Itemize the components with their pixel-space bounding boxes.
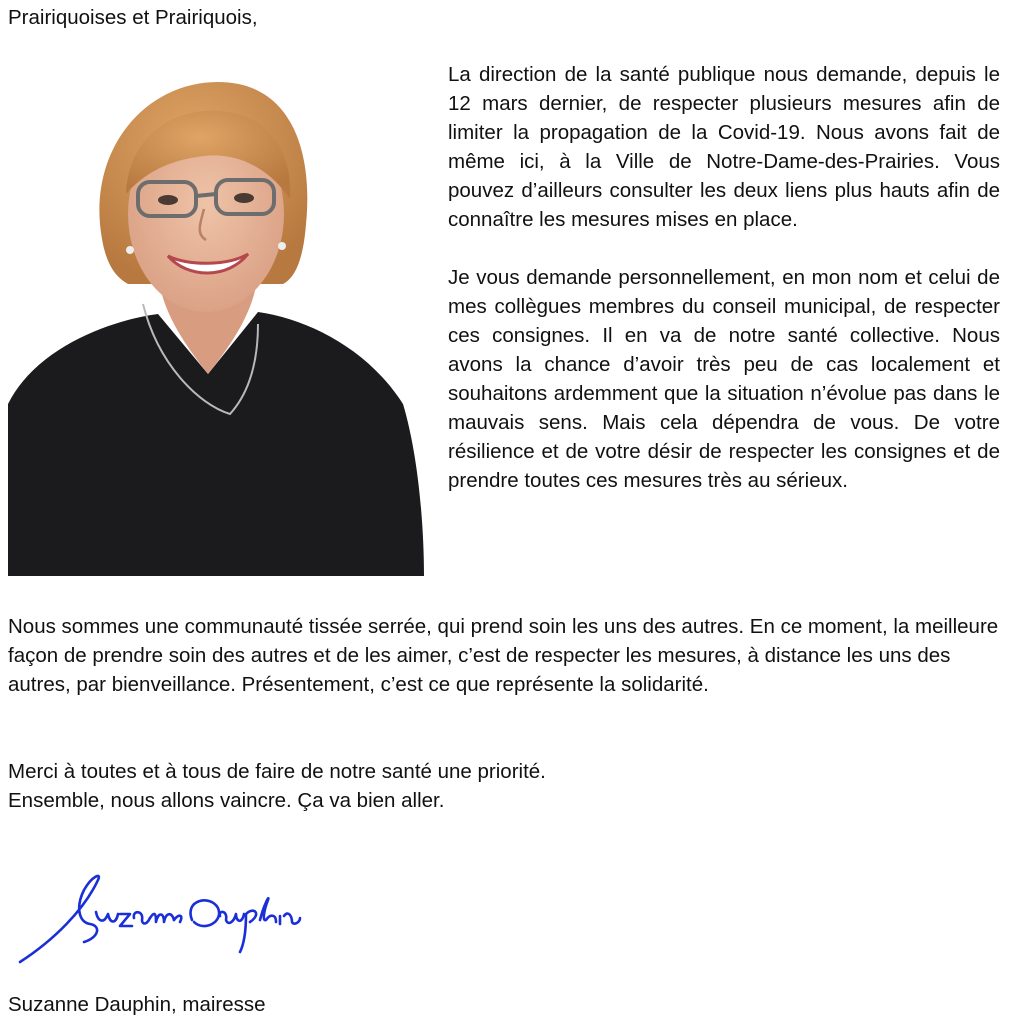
- signature-name: Suzanne Dauphin, mairesse: [8, 993, 266, 1016]
- closing-line-2: Ensemble, nous allons vaincre. Ça va bien aller.: [8, 789, 445, 812]
- paragraph-2: Je vous demande personnellement, en mon nom et celui de mes collègues membres du conseil municipal, de respecter ces consignes. Il en va de notre santé collective. Nous avons la chance d’avoir très peu de cas localement et souhaitons ardemment que la situation n’évolue pas dans le mauvais sens. Mais cela dépendra de vous. De votre résilience et de votre désir de respecter les consignes et de prendre toutes ces mesures très au sérieux.: [448, 266, 1000, 492]
- closing-line-1: Merci à toutes et à tous de faire de notre santé une priorité.: [8, 760, 546, 783]
- closing: [8, 757, 1008, 815]
- paragraph-3: Nous sommes une communauté tissée serrée, qui prend soin les uns des autres. En ce moment, la meilleure façon de prendre soin des autres et de les aimer, c’est de respecter les mesures, à distance les uns des autres, par bienveillance. Présentement, c’est ce que représente la solidarité.: [8, 615, 999, 696]
- handwritten-signature: [14, 870, 304, 970]
- mayor-portrait: [8, 74, 424, 576]
- text-column-right: [448, 60, 1000, 495]
- greeting: Prairiquoises et Prairiquois,: [8, 6, 258, 29]
- paragraph-1: La direction de la santé publique nous demande, depuis le 12 mars dernier, de respecter plusieurs mesures afin de limiter la propagation de la Covid-19. Nous avons fait de même ici, à la Ville de Notre-Dame-des-Prairies. Vous pouvez d’ailleurs consulter les deux liens plus hauts afin de connaître les mesures mises en place.: [448, 63, 1000, 231]
